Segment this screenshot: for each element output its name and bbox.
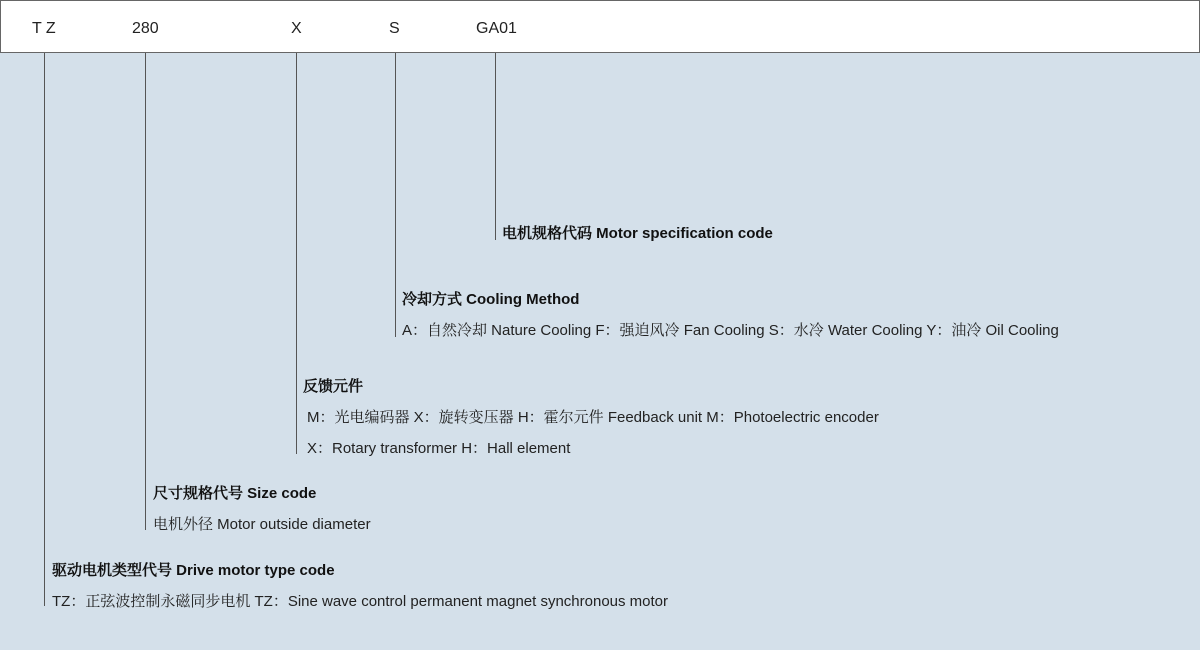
leader-line-feedback — [296, 53, 297, 454]
code-cooling: S — [389, 20, 400, 37]
model-code-bar — [0, 0, 1200, 53]
cooling-title: 冷却方式 Cooling Method — [402, 291, 580, 308]
feedback-title: 反馈元件 — [303, 378, 364, 395]
cooling-options: A：自然冷却 Nature Cooling F：强迫风冷 Fan Cooling S：水冷 Water Cooling Y：油冷 Oil Cooling — [402, 322, 1059, 339]
code-feedback: X — [291, 20, 302, 37]
code-size: 280 — [132, 20, 159, 37]
size-description: 电机外径 Motor outside diameter — [153, 516, 371, 533]
spec-code-title: 电机规格代码 Motor specification code — [502, 225, 773, 242]
feedback-options-2: X：Rotary transformer H：Hall element — [307, 440, 571, 457]
leader-line-drive-type — [44, 53, 45, 606]
leader-line-size — [145, 53, 146, 530]
feedback-options-1: M：光电编码器 X：旋转变压器 H：霍尔元件 Feedback unit M：Photoelectric encoder — [307, 409, 879, 426]
leader-line-spec — [495, 53, 496, 240]
code-drive-type: T Z — [32, 20, 56, 37]
drive-type-description: TZ：正弦波控制永磁同步电机 TZ：Sine wave control permanent magnet synchronous motor — [52, 593, 669, 610]
code-spec: GA01 — [476, 20, 517, 37]
size-title: 尺寸规格代号 Size code — [153, 485, 317, 502]
drive-type-title: 驱动电机类型代号 Drive motor type code — [52, 562, 335, 579]
leader-line-cooling — [395, 53, 396, 337]
